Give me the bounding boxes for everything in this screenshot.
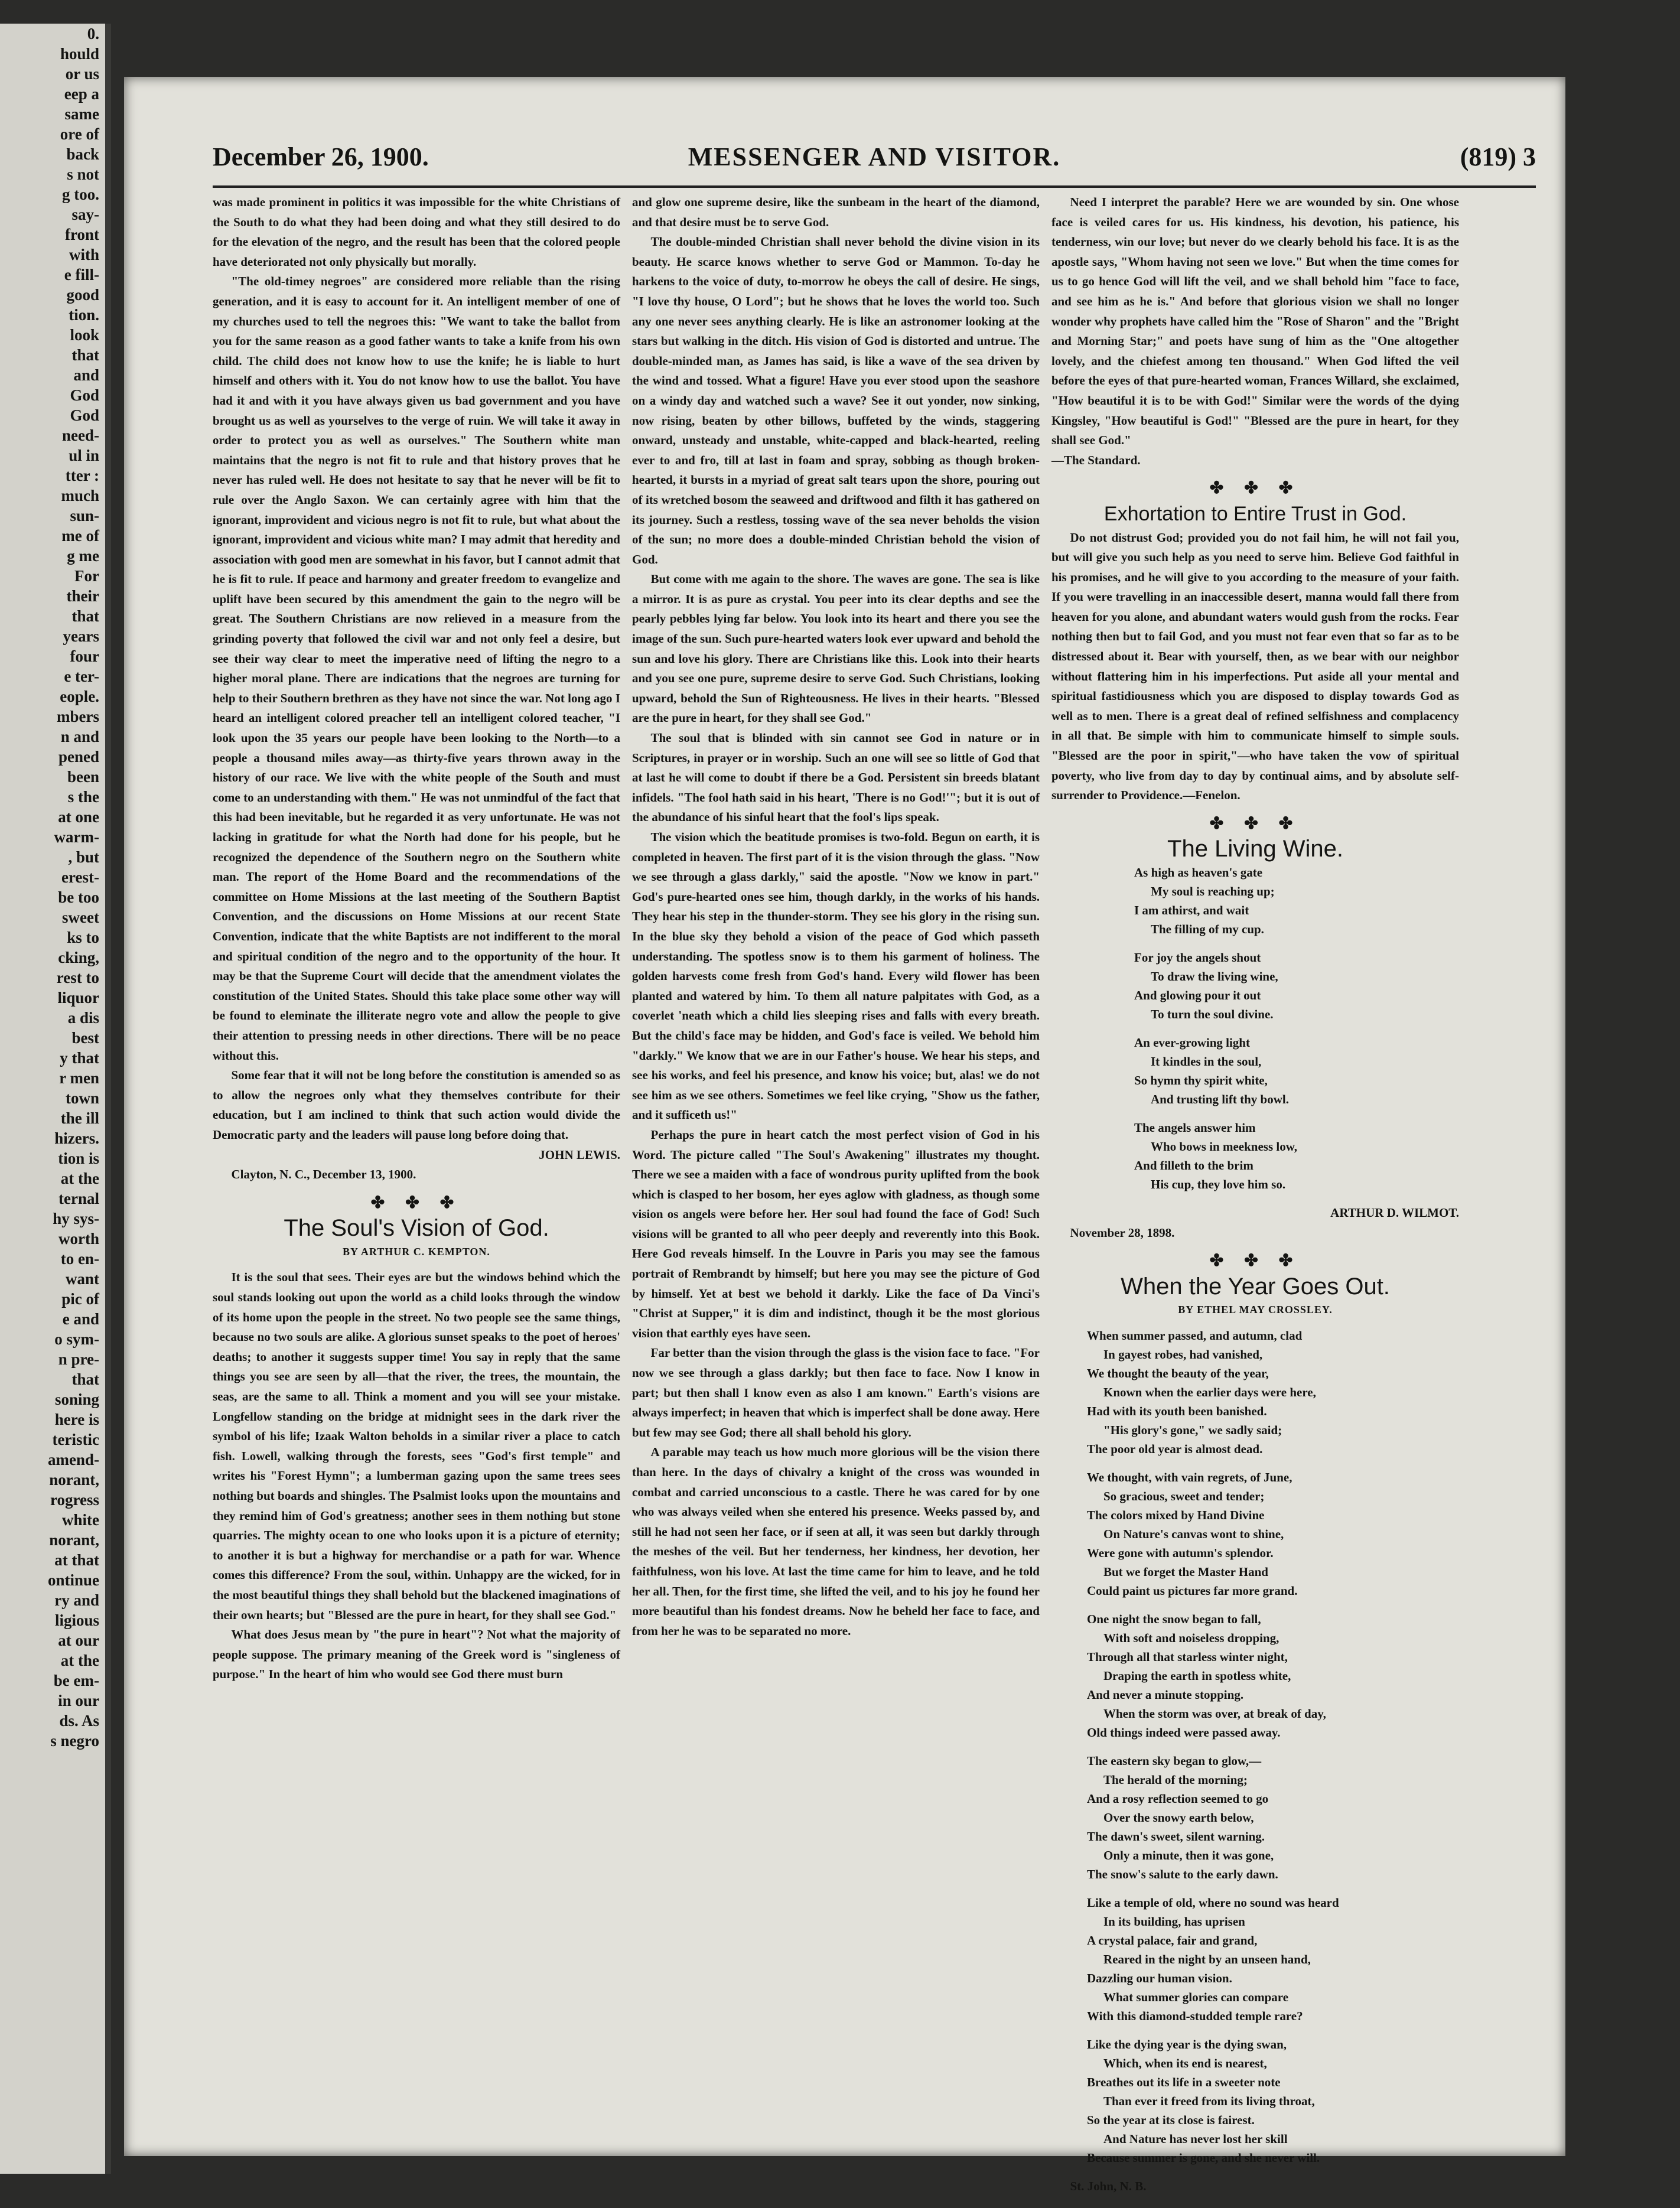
poem-line: Like the dying year is the dying swan,	[1087, 2037, 1287, 2051]
poem-line: My soul is reaching up;	[1151, 884, 1275, 898]
edge-text-fragment: years	[63, 627, 99, 645]
edge-text-fragment: n pre-	[58, 1350, 99, 1368]
edge-text-fragment: y that	[60, 1049, 99, 1067]
edge-text-fragment: or us	[65, 65, 99, 83]
edge-text-fragment: ore of	[60, 125, 99, 143]
poem-author: ARTHUR D. WILMOT.	[1330, 1206, 1459, 1220]
poem-line: When the storm was over, at break of day,	[1103, 1706, 1326, 1721]
edge-text-fragment: g me	[67, 547, 99, 565]
paragraph: Some fear that it will not be long before the constitution is amended so as to allow the negroes only what they themselves contribute for their education, but I am inclined to think that such action would divide the Democratic party and the leaders will pause long before doing that.	[213, 1068, 620, 1142]
poem-line: On Nature's canvas wont to shine,	[1103, 1526, 1284, 1541]
edge-text-fragment: warm-	[54, 828, 99, 846]
poem-line: And filleth to the brim	[1134, 1158, 1254, 1173]
poem-line: The snow's salute to the early dawn.	[1087, 1867, 1278, 1881]
poem-stanza	[1087, 1610, 1459, 1742]
edge-text-fragment: hizers.	[54, 1129, 99, 1147]
poem-line: But we forget the Master Hand	[1103, 1564, 1268, 1579]
edge-text-fragment: e and	[62, 1310, 99, 1328]
article-byline: BY ARTHUR C. KEMPTON.	[343, 1245, 490, 1258]
edge-text-fragment: at that	[54, 1551, 99, 1569]
poem-line: Only a minute, then it was gone,	[1103, 1848, 1274, 1862]
column-3	[1051, 193, 1459, 2193]
poem-line: Over the snowy earth below,	[1103, 1810, 1254, 1825]
edge-text-fragment: tion.	[69, 306, 99, 324]
edge-text-fragment: at our	[58, 1631, 99, 1649]
poem-line: Than ever it freed from its living throat,	[1103, 2093, 1315, 2108]
edge-text-fragment: hy sys-	[53, 1210, 99, 1227]
edge-text-fragment: ry and	[54, 1591, 99, 1609]
poem-line: Known when the earlier days were here,	[1103, 1385, 1316, 1399]
poem-line: To turn the soul divine.	[1151, 1007, 1274, 1021]
edge-text-fragment: four	[70, 647, 99, 665]
paragraph: It is the soul that sees. Their eyes are but the windows behind which the soul stands looking out upon the world as a child looks through the window of its home upon the people in the street. No two people see the same things, because no two souls are alike. A glorious sunset speaks to the poet of heroes' deaths; to another it suggests supper time! You say in reply that the same things you see are seen by all—that the river, the trees, the mountain, the seas, are the same to all. Think a moment and you will see your mistake. Longfellow standing on the bridge at midnight sees in the dark river the symbol of his life; Izaak Walton beholds in a similar river a place to catch fish. Lowell, walking through the forests, sees "God's first temple" and writes his "Forest Hymn"; a lumberman gazing upon the same trees sees nothing but boards and shingles. The Psalmist looks upon the mountains and they remind him of God's greatness; another sees in them nothing but stone quarries. The mighty ocean to one who looks upon it is a picture of eternity; to another it is but a highway for merchandise or a path for war. Whence comes this difference? From the soul, within. Unhappy are the wicked, for in the most beautiful things they shall behold but the blackened imaginations of their own hearts; but "Blessed are the pure in heart, for they shall see God."	[213, 1270, 620, 1622]
poem-line: In its building, has uprisen	[1103, 1914, 1245, 1929]
poem-line: Breathes out its life in a sweeter note	[1087, 2075, 1281, 2089]
poem-dateline: St. John, N. B.	[1070, 2178, 1147, 2193]
edge-text-fragment: want	[65, 1270, 99, 1288]
poem-byline: BY ETHEL MAY CROSSLEY.	[1178, 1304, 1333, 1316]
edge-text-fragment: that	[71, 607, 99, 625]
edge-text-fragment: amend-	[48, 1451, 99, 1468]
poem-stanza	[1087, 2035, 1459, 2167]
edge-text-fragment: ks to	[67, 929, 99, 946]
paragraph: was made prominent in politics it was impossible for the white Christians of the South to do what they had been doing and what they still desired to do for the elevation of the negro, and the result has been that the colored people have deteriorated not only physically but morally.	[213, 195, 620, 269]
edge-text-fragment: rest to	[56, 969, 99, 986]
poem-line: Reared in the night by an unseen hand,	[1103, 1952, 1311, 1966]
poem-line: One night the snow began to fall,	[1087, 1611, 1261, 1626]
column-1	[213, 193, 620, 2130]
column-2	[632, 193, 1040, 2130]
edge-text-fragment: s negro	[50, 1732, 99, 1750]
edge-text-fragment: say-	[71, 206, 99, 223]
edge-text-fragment: norant,	[49, 1531, 99, 1549]
edge-text-fragment: be em-	[53, 1672, 99, 1689]
edge-text-fragment: ternal	[58, 1190, 99, 1207]
paragraph: Perhaps the pure in heart catch the most perfect vision of God in his Word. The picture called "The Soul's Awakening" illustrates my thought. There we see a maiden with a face of wondrous purity uplifted from the book which is clasped to her bosom, her eyes aglow with gladness, as though some vision os angels were before her. Her soul had found the face of God! Such visions will be granted to all who peer deeply and reverently into this Book. Here God reveals himself. In the Louvre in Paris you may see the famous portrait of Rembrandt by himself; but here you may see the picture of God by himself. Yet at best we behold it darkly. Like the face of Da Vinci's "Christ at Supper," it is dim and indistinct, though it be the most glorious vision that earthly eyes have seen.	[632, 1127, 1040, 1340]
poem-line: For joy the angels shout	[1134, 950, 1261, 965]
poem-stanza	[1087, 1468, 1459, 1600]
edge-text-fragment: s not	[67, 165, 99, 183]
edge-text-fragment: ontinue	[47, 1571, 99, 1589]
paragraph: But come with me again to the shore. The waves are gone. The sea is like a mirror. It is as pure as crystal. You peer into its clear depths and see the pearly pebbles lying far below. You look into its heart and there you see the image of the sun. Such pure-hearted waters look ever upward and behold the sun and love his glory. There are Christians like this. Look into their hearts and you see one pure, supreme desire to serve God. Such Christians, looking upward, behold the Sun of Righteousness. He lives in their hearts. "Blessed are the pure in heart, for they shall see God."	[632, 572, 1040, 725]
edge-text-fragment: liquor	[57, 989, 99, 1007]
poem-line: Old things indeed were passed away.	[1087, 1725, 1281, 1740]
poem-line: When summer passed, and autumn, clad	[1087, 1328, 1303, 1343]
edge-text-fragment: pened	[58, 748, 99, 766]
edge-text-fragment: God	[70, 406, 99, 424]
poem-line: And never a minute stopping.	[1087, 1687, 1244, 1702]
poem-line: A crystal palace, fair and grand,	[1087, 1933, 1258, 1948]
edge-text-fragment: to en-	[60, 1250, 99, 1268]
edge-text-fragment: e fill-	[64, 266, 99, 284]
previous-page-edge	[0, 24, 111, 2174]
poem-year-goes-out	[1087, 1326, 1459, 2167]
section-ornament: ✤ ✤ ✤	[370, 1193, 463, 1212]
edge-text-fragment: n and	[60, 728, 99, 745]
edge-text-fragment: look	[70, 326, 99, 344]
edge-text-fragment: that	[71, 1370, 99, 1388]
poem-stanza	[1134, 1033, 1459, 1109]
edge-text-fragment: me of	[61, 527, 99, 545]
edge-text-fragment: at one	[58, 808, 99, 826]
poem-line: The herald of the morning;	[1103, 1772, 1248, 1787]
edge-text-fragment: ligious	[54, 1611, 99, 1629]
section-ornament: ✤ ✤ ✤	[1209, 479, 1301, 498]
edge-text-fragment: and	[73, 366, 99, 384]
edge-text-fragment: much	[61, 487, 99, 504]
paragraph: What does Jesus mean by "the pure in heart"? Not what the majority of people suppose. The primary meaning of the Greek word is "singleness of purpose." In the heart of him who would see God there must burn	[213, 1627, 620, 1682]
poem-date: November 28, 1898.	[1070, 1225, 1175, 1240]
poem-line: Had with its youth been banished.	[1087, 1403, 1267, 1418]
poem-title: The Living Wine.	[1167, 836, 1343, 862]
edge-text-fragment: , but	[68, 848, 99, 866]
poem-line: So the year at its close is fairest.	[1087, 2112, 1255, 2127]
author-signature: JOHN LEWIS.	[539, 1147, 620, 1162]
edge-text-fragment: rogress	[50, 1491, 99, 1509]
poem-title: When the Year Goes Out.	[1121, 1273, 1390, 1300]
poem-line: With this diamond-studded temple rare?	[1087, 2008, 1303, 2023]
edge-text-fragment: e ter-	[64, 667, 99, 685]
poem-line: To draw the living wine,	[1151, 969, 1278, 983]
poem-stanza	[1134, 1118, 1459, 1194]
poem-line: Dazzling our human vision.	[1087, 1971, 1232, 1985]
poem-line: The colors mixed by Hand Divine	[1087, 1507, 1265, 1522]
poem-line: With soft and noiseless dropping,	[1103, 1630, 1279, 1645]
edge-text-fragment: For	[74, 567, 99, 585]
edge-text-fragment: need-	[62, 426, 99, 444]
poem-line: Who bows in meekness low,	[1151, 1139, 1297, 1154]
poem-stanza	[1087, 1751, 1459, 1884]
paragraph: Do not distrust God; provided you do not fail him, he will not fail you, but will give you such help as you need to serve him. Believe God faithful in his promises, and he will give to you according to the measure of your faith. If you were travelling in an inaccessible desert, manna would fall there from heaven for you alone, and abundant waters would gush from the rocks. Fear nothing then but to fail God, and you must not fear even that so far as to be distressed about it. Bear with yourself, then, as we bear with our neighbor without flattering him in his imperfections. Put aside all your mental and spiritual fastidiousness which you are disposed to display towards God as well as to men. There is a great deal of refined selfishness and complacency in all that. Be simple with him to communicate himself to simple souls. "Blessed are the poor in spirit,"—who have taken the vow of spiritual poverty, who live from day to day by continual aims, and by absolute self-surrender to Providence.—Fenelon.	[1051, 530, 1459, 803]
poem-line: Were gone with autumn's splendor.	[1087, 1545, 1274, 1560]
edge-text-fragment: with	[69, 246, 99, 263]
poem-line: And glowing pour it out	[1134, 988, 1261, 1002]
edge-text-fragment: eep a	[64, 85, 99, 103]
paragraph: "The old-timey negroes" are considered more reliable than the rising generation, and it is easy to account for it. An intelligent member of one of my churches used to tell the negroes this: "We want to take the ballot from you for the same reason as a good father wants to take a knife from his own child. The child does not know how to use the knife; he is liable to hurt himself and others with it. You do not know how to use the ballot. You have had it and with it you have always given us bad government and you have brought us as well as yourselves to the verge of ruin. We will take it away in order to protect you as well as ourselves." The Southern white man maintains that the negro is not fit to rule and that history proves that he never has ruled well. He does not hesitate to say that he never will be fit to rule over the Anglo Saxon. We can certainly agree with him that the ignorant, improvident and vicious negro is not fit to rule, but what about the ignorant, improvident and vicious white man? I may admit that heredity and association with good men are somewhat in his favor, but I cannot admit that he is fit to rule. If peace and harmony and greater freedom to evangelize and uplift have been secured by this amendment the gain to the negro will be great. The Southern Christians are now relieved in a measure from the grinding poverty that followed the civil war and not only feel a desire, but see their way clear to meet the imperative need of lifting the negro to a higher moral plane. There are indications that the negroes are turning for help to their Southern brethren as they have not since the war. Not long ago I heard an intelligent colored preacher tell an intelligent colored teacher, "I look upon the 35 years our people have been looking to the North—to a people a thousand miles away—as thirty-five years thrown away in the history of our race. We live with the white people of the South and must come to an understanding with them." He was not unmindful of the fact that this had been inevitable, but he regarded it as very unfortunate. He was not lacking in gratitude for what the North had done for his people, but he recognized the dependence of the Southern negro on the Southern white man. The report of the Home Board and the recommendations of the committee on Home Missions at the last meeting of the Southern Baptist Convention, and the discussions on Home Missions at our recent State Convention, indicate that the white Baptists are not indifferent to the moral and spiritual condition of the negro and to the opportunity of the hour. It may be that the Supreme Court will decide that the amendment violates the constitution of the United States. Should this take place some other way will be found to eleminate the illiterate negro vote and allow the people to give their attention to pressing needs in other directions. There will be no peace without this.	[213, 274, 620, 1063]
edge-text-fragment: a dis	[67, 1009, 99, 1027]
poem-line: Draping the earth in spotless white,	[1103, 1668, 1291, 1683]
poem-line: "His glory's gone," we sadly said;	[1103, 1422, 1282, 1437]
edge-text-fragment: sweet	[62, 908, 99, 926]
poem-line: Because summer is gone, and she never will.	[1087, 2150, 1320, 2165]
poem-line: It kindles in the soul,	[1151, 1054, 1262, 1069]
poem-line: In gayest robes, had vanished,	[1103, 1347, 1263, 1362]
edge-text-fragment: God	[70, 386, 99, 404]
edge-text-fragment: at the	[60, 1170, 99, 1187]
issue-date: December 26, 1900.	[213, 142, 429, 171]
article-title: Exhortation to Entire Trust in God.	[1103, 502, 1407, 525]
newspaper-page	[124, 77, 1565, 2193]
edge-text-fragment: mbers	[57, 708, 99, 725]
poem-line: As high as heaven's gate	[1134, 865, 1263, 880]
edge-text-fragment: 0.	[87, 25, 99, 43]
paragraph: The soul that is blinded with sin cannot see God in nature or in Scriptures, in prayer or in worship. Such an one will see so little of God that at last he will come to doubt if there be a God. Persistent sin breeds blatant infidels. "The fool hath said in his heart, 'There is no God!'"; but it is out of the abundance of his sinful heart that the fool's lips speak.	[632, 731, 1040, 825]
poem-line: Could paint us pictures far more grand.	[1087, 1583, 1298, 1598]
edge-text-fragment: that	[71, 346, 99, 364]
poem-line: His cup, they love him so.	[1151, 1177, 1286, 1191]
edge-text-fragment: their	[66, 587, 99, 605]
poem-line: Through all that starless winter night,	[1087, 1649, 1288, 1664]
edge-text-fragment: s the	[67, 788, 99, 806]
edge-text-fragment: hould	[60, 45, 99, 63]
edge-text-fragment: here is	[54, 1411, 99, 1428]
edge-text-fragment: tter :	[65, 467, 99, 484]
edge-text-fragment: town	[65, 1089, 99, 1107]
edge-text-fragment: worth	[58, 1230, 99, 1248]
poem-line: The eastern sky began to glow,—	[1087, 1753, 1262, 1768]
paragraph: Need I interpret the parable? Here we are wounded by sin. One whose face is veiled cares for us. His kindness, his devotion, his patience, his tenderness, win our love; but never do we clearly behold his face. It is as the apostle says, "Whom having not seen we love." But when the time comes for us to go hence God will lift the veil, and we shall behold him "face to face, and see him as he is." And before that glorious vision we shall no longer wonder why prophets have called him the "Rose of Sharon" and the "Bright and Morning Star;" and poets have sung of him as the "One altogether lovely, and the chiefest among ten thousand." When God lifted the veil before the eyes of that pure-hearted woman, Frances Willard, she exclaimed, "How beautiful it is to be with God!" Similar were the words of the dying Kingsley, "How beautiful is God!" "Blessed are the pure in heart, for they shall see God."	[1051, 195, 1459, 448]
poem-line: The dawn's sweet, silent warning.	[1087, 1829, 1265, 1844]
edge-text-fragment: white	[62, 1511, 99, 1529]
poem-line: So gracious, sweet and tender;	[1103, 1489, 1265, 1503]
edge-text-fragment: the ill	[60, 1109, 99, 1127]
paragraph: The vision which the beatitude promises is two-fold. Begun on earth, it is completed in heaven. The first part of it is the vision through the glass. "Now we see through a glass darkly," said the apostle. "Now we know in part." God's pure-hearted ones see him, though darkly, in the works of his hands. They hear his step in the thunder-storm. They see his glory in the rising sun. In the blue sky they behold a vision of the peace of God which passeth understanding. The spotless snow is to them his garment of holiness. The golden harvests come fresh from God's hand. Every wild flower has been planted and watered by him. To them all nature palpitates with God, as a coverlet 'neath which a child lies sleeping rises and falls with every breath. But the child's face may be hidden, and God's face is veiled. We behold him "darkly." We know that we are in our Father's house. We hear his steps, and see his works, and feel his presence, and know his voice; but, alas! we do not see him as we see others. Sometimes we feel like crying, "Show us the father, and it sufficeth us!"	[632, 830, 1040, 1122]
edge-text-fragment: ul in	[69, 447, 99, 464]
header-rule	[213, 185, 1536, 188]
poem-line: The angels answer him	[1134, 1121, 1256, 1135]
poem-line: Like a temple of old, where no sound was heard	[1087, 1895, 1339, 1910]
section-ornament: ✤ ✤ ✤	[1209, 814, 1301, 833]
poem-stanza	[1134, 948, 1459, 1024]
poem-line: And a rosy reflection seemed to go	[1087, 1791, 1269, 1806]
edge-text-fragment: tion is	[58, 1149, 99, 1167]
edge-text-fragment: been	[67, 768, 99, 786]
poem-line: And Nature has never lost her skill	[1103, 2131, 1288, 2146]
page-number: (819) 3	[1460, 142, 1536, 171]
edge-text-fragment: g too.	[62, 185, 99, 203]
poem-line: Which, when its end is nearest,	[1103, 2056, 1267, 2070]
poem-line: An ever-growing light	[1134, 1035, 1250, 1050]
paragraph: The double-minded Christian shall never behold the divine vision in its beauty. He scarce knows whether to serve God or Mammon. To-day he harkens to the voice of duty, to-morrow he obeys the call of desire. He sings, "I love thy house, O Lord"; but he shows that he loves the world too. Such any one never sees anything clearly. He is like an astronomer looking at the stars but walking in the ditch. His vision of God is distorted and untrue. The double-minded man, as James has said, is like a wave of the sea driven by the wind and tossed. What a figure! Have you ever stood upon the seashore on a windy day and watched such a wave? See it out yonder, now sinking, now rising, beaten by other billows, buffeted by the winds, staggering onward, unsteady and unstable, white-capped and black-hearted, reeling ever to and fro, till at last in foam and spray, sobbing as though broken-hearted, it bursts in a myriad of great salt tears upon the shore, pouring out of its wretched bosom the seaweed and driftwood and filth it has gathered on its journey. Such a restless, tossing wave of the sea never beholds the vision of the sun; no more does a double-minded Christian behold the vision of God.	[632, 235, 1040, 566]
poem-stanza	[1087, 1326, 1459, 1458]
edge-text-fragment: r men	[59, 1069, 99, 1087]
edge-text-fragment: front	[65, 226, 99, 243]
poem-line: What summer glories can compare	[1103, 1989, 1289, 2004]
poem-line: The poor old year is almost dead.	[1087, 1441, 1263, 1456]
poem-line: I am athirst, and wait	[1134, 903, 1249, 917]
edge-text-fragment: o sym-	[54, 1330, 99, 1348]
edge-text-fragment: good	[66, 286, 99, 304]
edge-text-fragment: cking,	[58, 949, 99, 966]
poem-line: The filling of my cup.	[1151, 922, 1264, 936]
source-credit: —The Standard.	[1051, 452, 1141, 467]
edge-text-fragment: erest-	[61, 868, 99, 886]
edge-text-fragment: eople.	[60, 688, 99, 705]
poem-stanza	[1087, 1893, 1459, 2025]
edge-text-fragment: soning	[54, 1390, 99, 1408]
edge-text-fragment: in our	[58, 1692, 99, 1709]
edge-text-fragment: teristic	[52, 1431, 99, 1448]
edge-text-fragment: norant,	[49, 1471, 99, 1489]
poem-line: We thought, with vain regrets, of June,	[1087, 1470, 1292, 1484]
dateline: Clayton, N. C., December 13, 1900.	[231, 1167, 416, 1182]
edge-text-fragment: back	[66, 145, 99, 163]
page-header	[213, 142, 1536, 183]
masthead-title: MESSENGER AND VISITOR.	[688, 142, 1061, 171]
poem-stanza	[1134, 863, 1459, 939]
edge-text-fragment: same	[64, 105, 99, 123]
edge-text-fragment: sun-	[70, 507, 99, 525]
section-ornament: ✤ ✤ ✤	[1209, 1252, 1301, 1271]
poem-line: We thought the beauty of the year,	[1087, 1366, 1269, 1380]
paragraph: and glow one supreme desire, like the sunbeam in the heart of the diamond, and that desire must be to serve God.	[632, 195, 1040, 229]
paragraph: A parable may teach us how much more glorious will be the vision there than here. In the days of chivalry a knight of the cross was wounded in combat and carried unconscious to a castle. There he was cared for by one who was always veiled when she entered his presence. Weeks passed by, and still he had not seen her face, or if seen at all, it was seen but darkly through the meshes of the veil. But her tenderness, her kindness, her devotion, her faithfulness, won his love. At last the time came for him to leave, and he told her all. Then, for the first time, she lifted the veil, and to his joy he found her more beautiful than his fondest dreams. Now he beheld her face to face, and from her he was to be separated no more.	[632, 1445, 1040, 1638]
edge-text-fragment: best	[71, 1029, 99, 1047]
poem-line: And trusting lift thy bowl.	[1151, 1092, 1289, 1106]
poem-line: So hymn thy spirit white,	[1134, 1073, 1268, 1087]
edge-text-fragment: be too	[58, 888, 99, 906]
article-title: The Soul's Vision of God.	[284, 1215, 549, 1242]
edge-text-fragment: ds. As	[59, 1712, 99, 1730]
edge-text-fragment: at the	[60, 1652, 99, 1669]
edge-text-fragment: pic of	[61, 1290, 99, 1308]
poem-living-wine	[1134, 863, 1459, 1194]
paragraph: Far better than the vision through the glass is the vision face to face. "For now we see through a glass darkly; but then face to face. Now I know in part; but then shall I know even as also I am known." Earth's visions are always imperfect; in heaven that which is imperfect shall be done away. Here but few may see God; there all shall behold his glory.	[632, 1346, 1040, 1440]
